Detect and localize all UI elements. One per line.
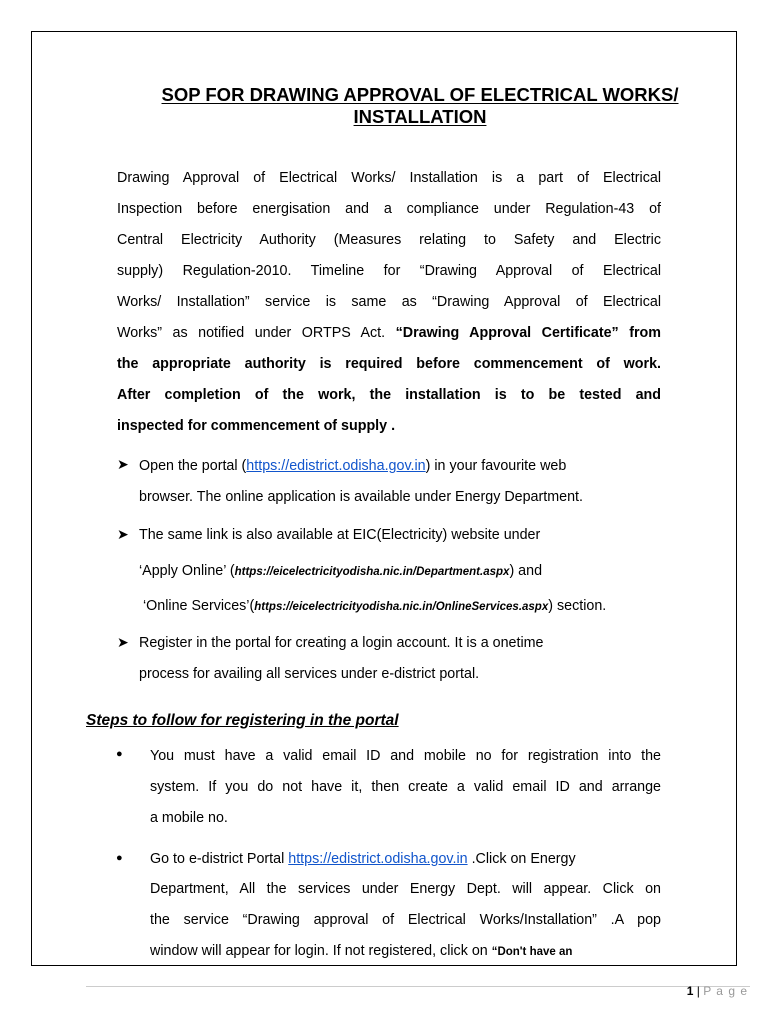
page-footer	[687, 984, 748, 998]
intro-bold-line: the appropriate authority is required before commencement of work.	[117, 356, 661, 372]
page-separator: |	[693, 984, 704, 998]
step-1-line-2: system. If you do not have it, then create a valid email ID and arrange	[150, 779, 661, 795]
page-number: 1	[686, 984, 694, 998]
step-2-line-1	[150, 844, 661, 875]
text: .Click on Energy	[467, 851, 576, 867]
step-1-line-3: a mobile no.	[150, 810, 228, 826]
arrow-item-3-line-2: process for availing all services under e-district portal.	[139, 666, 480, 682]
eic-online-services-url[interactable]: https://eicelectricityodisha.nic.in/OnlineServices.aspx	[254, 601, 549, 613]
arrow-bullet-icon: ➤	[117, 634, 129, 650]
text: Open the portal (	[139, 458, 247, 474]
intro-line: supply) Regulation-2010. Timeline for “Drawing Approval of Electrical	[117, 263, 661, 279]
page-label: P a g e	[703, 984, 748, 998]
step-2-line-2: Department, All the services under Energy Dept. will appear. Click on	[150, 881, 661, 897]
bullet-dot-icon: ●	[116, 748, 123, 760]
intro-line: Drawing Approval of Electrical Works/ Installation is a part of Electrical	[117, 170, 661, 186]
arrow-item-2-line-3	[143, 591, 606, 623]
title-line-1: SOP FOR DRAWING APPROVAL OF ELECTRICAL WORKS/	[161, 84, 679, 105]
text: ) and	[509, 563, 543, 579]
arrow-item-2-line-2	[139, 556, 542, 588]
document-title	[100, 84, 740, 128]
steps-heading: Steps to follow for registering in the portal	[86, 712, 399, 729]
intro-bold-line: inspected for commencement of supply .	[117, 418, 396, 434]
intro-bold-text: “Drawing Approval Certificate” from	[395, 325, 661, 341]
eic-department-url[interactable]: https://eicelectricityodisha.nic.in/Department.aspx	[234, 566, 510, 578]
dont-have-account-text: “Don't have an	[491, 946, 573, 958]
arrow-item-3-line-1: Register in the portal for creating a login account. It is a onetime	[139, 635, 544, 651]
text: ‘Online Services’(	[143, 598, 255, 614]
intro-paragraph	[117, 163, 661, 442]
arrow-item-1-line-2: browser. The online application is available under Energy Department.	[139, 489, 583, 505]
arrow-bullet-icon: ➤	[117, 456, 129, 472]
step-1-line-1: You must have a valid email ID and mobile no for registration into the	[150, 748, 661, 764]
arrow-item-2-line-1: The same link is also available at EIC(Electricity) website under	[139, 527, 541, 543]
intro-line	[117, 318, 661, 349]
intro-line: Central Electricity Authority (Measures relating to Safety and Electric	[117, 232, 661, 248]
title-line-2: INSTALLATION	[353, 106, 487, 127]
text: Go to e-district Portal	[150, 851, 289, 867]
step-2-line-4	[150, 936, 572, 968]
step-2-line-3: the service “Drawing approval of Electrical Works/Installation” .A pop	[150, 912, 661, 928]
text: window will appear for login. If not registered, click on	[150, 943, 492, 959]
intro-bold-line: After completion of the work, the installation is to be tested and	[117, 387, 661, 403]
edistrict-portal-link[interactable]: https://edistrict.odisha.gov.in	[288, 851, 468, 867]
footer-divider	[86, 986, 750, 987]
edistrict-portal-link[interactable]: https://edistrict.odisha.gov.in	[246, 458, 426, 474]
intro-text: Works” as notified under ORTPS Act.	[117, 325, 396, 341]
text: ‘Apply Online’ (	[139, 563, 235, 579]
intro-line: Works/ Installation” service is same as “Drawing Approval of Electrical	[117, 294, 661, 310]
arrow-item-1-line-1	[139, 451, 566, 482]
bullet-dot-icon: ●	[116, 852, 123, 864]
intro-line: Inspection before energisation and a compliance under Regulation-43 of	[117, 201, 661, 217]
text: ) in your favourite web	[425, 458, 567, 474]
arrow-bullet-icon: ➤	[117, 526, 129, 542]
text: ) section.	[548, 598, 607, 614]
